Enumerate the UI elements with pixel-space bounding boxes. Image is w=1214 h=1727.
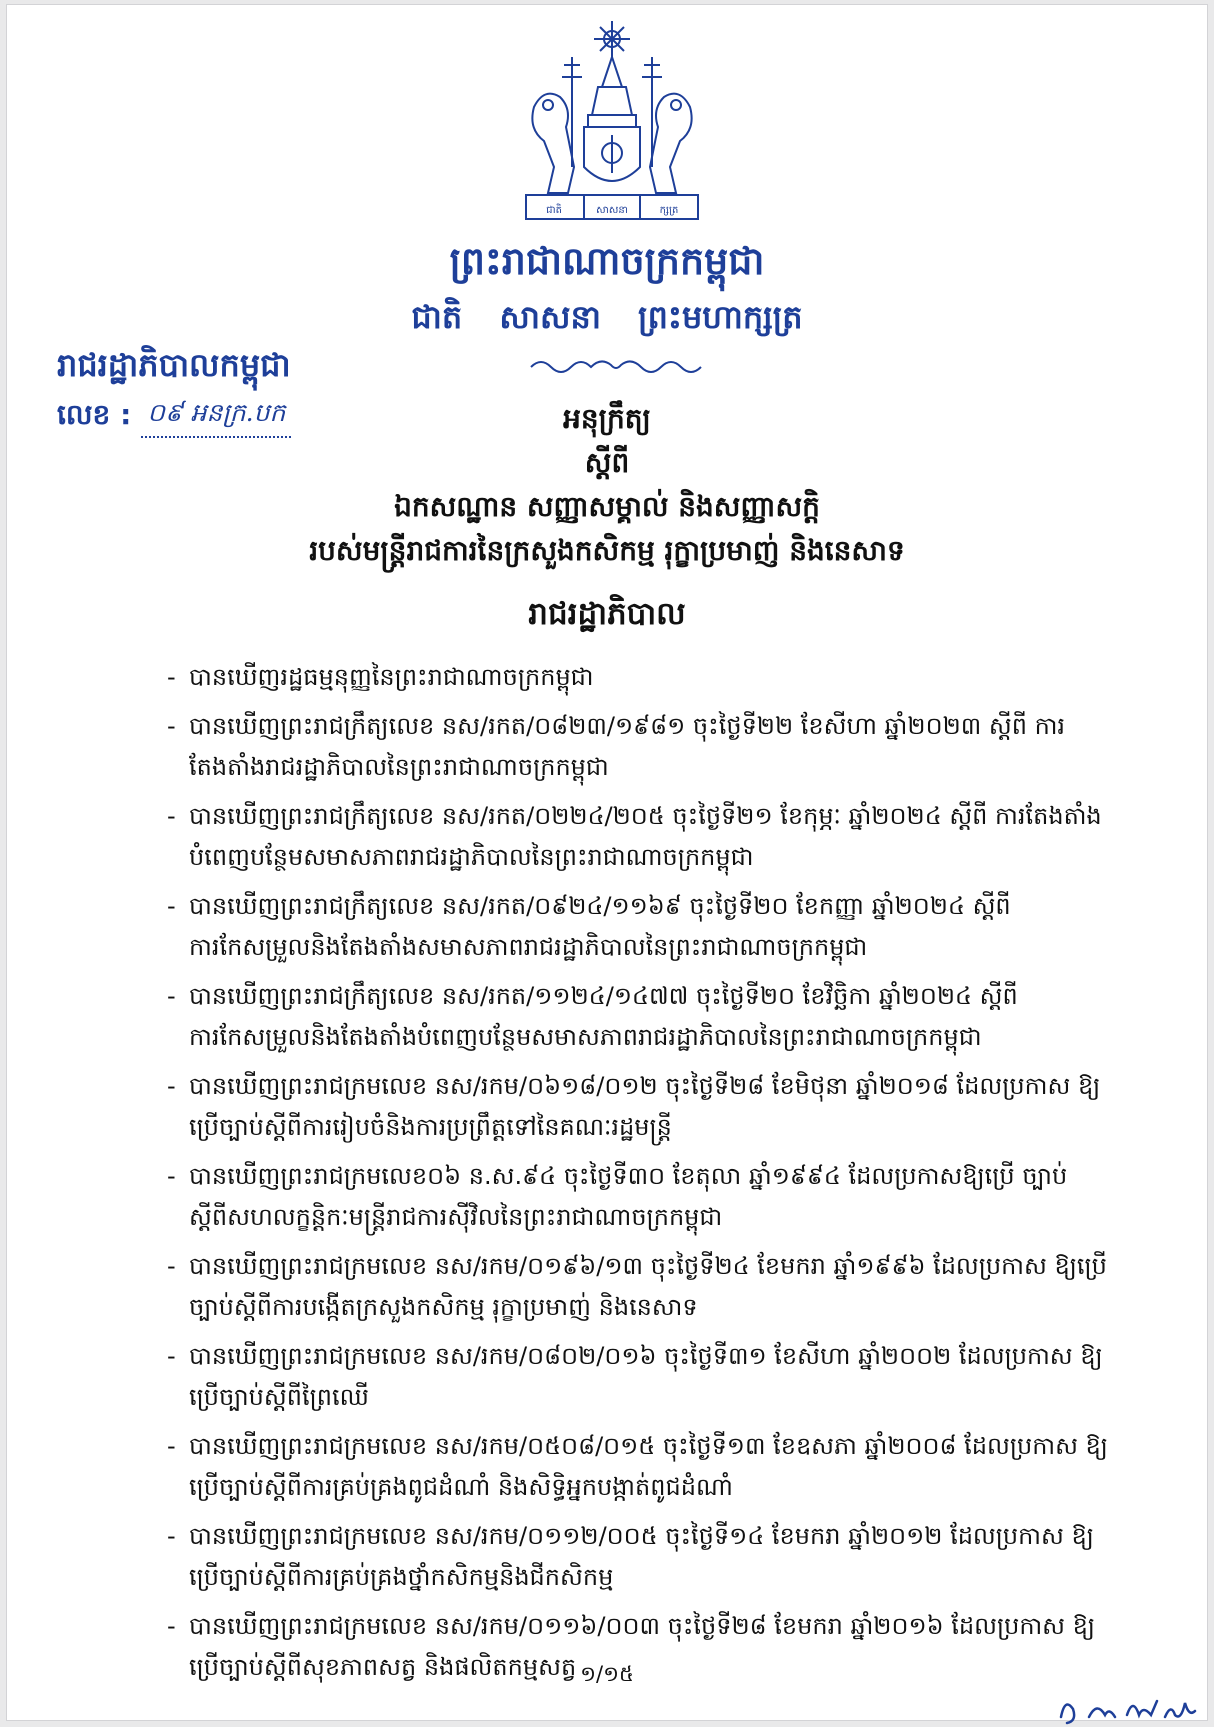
list-item: - បានឃើញព្រះរាជក្រឹត្យលេខ នស/រកត/១១២៤/១៤៧៧ ចុះថ្ងៃទី២០ ខែវិច្ឆិកា ឆ្នាំ២០២៤ ស្តីពី ការកែសម្រួលនិងតែងតាំងបំពេញបន្ថែមសមាសភាពរាជរដ្ឋាភិបាលនៃព្រះរាជាណាចក្រកម្ពុជា	[167, 976, 1117, 1058]
document-page	[6, 4, 1208, 1721]
page-number: ១/១៥	[580, 1662, 634, 1686]
list-item: - បានឃើញព្រះរាជក្រមលេខ០៦ ន.ស.៩៤ ចុះថ្ងៃទី៣០ ខែតុលា ឆ្នាំ១៩៩៤ ដែលប្រកាសឱ្យប្រើ ច្បាប់ស្តីពីសហលក្ខន្តិកៈមន្ត្រីរាជការស៊ីវិលនៃព្រះរាជាណាចក្រកម្ពុជា	[167, 1156, 1117, 1238]
royal-coat-of-arms-icon	[514, 17, 710, 232]
list-item: - បានឃើញព្រះរាជក្រមលេខ នស/រកម/០៥០៨/០១៥ ចុះថ្ងៃទី១៣ ខែឧសភា ឆ្នាំ២០០៨ ដែលប្រកាស ឱ្យប្រើច្បាប់ស្តីពីការគ្រប់គ្រងពូជដំណាំ និងសិទ្ធិអ្នកបង្កាត់ពូជដំណាំ	[167, 1426, 1117, 1508]
subject-line-1: ឯកសណ្ឋាន សញ្ញាសម្គាល់ និងសញ្ញាសក្តិ	[394, 490, 820, 523]
list-item: - បានឃើញព្រះរាជក្រឹត្យលេខ នស/រកត/០៨២៣/១៩៨១ ចុះថ្ងៃទី២២ ខែសីហា ឆ្នាំ២០២៣ ស្តីពី ការតែងតាំងរាជរដ្ឋាភិបាលនៃព្រះរាជាណាចក្រកម្ពុជា	[167, 706, 1117, 788]
subject-line-2: របស់មន្ត្រីរាជការនៃក្រសួងកសិកម្ម រុក្ខាប្រមាញ់ និងនេសាទ	[309, 534, 905, 567]
document-type: អនុក្រឹត្យ	[563, 402, 651, 435]
ornament-divider-icon	[527, 355, 705, 375]
emblem-plaque-right: ក្សត្រ	[659, 205, 679, 216]
handwritten-initials-icon	[1053, 1687, 1201, 1727]
emblem-plaque-center: សាសនា	[596, 205, 628, 216]
list-item: - បានឃើញព្រះរាជក្រមលេខ នស/រកម/០៨០២/០១៦ ចុះថ្ងៃទី៣១ ខែសីហា ឆ្នាំ២០០២ ដែលប្រកាស ឱ្យប្រើច្បាប់ស្តីពីព្រៃឈើ	[167, 1336, 1117, 1418]
kingdom-heading: ព្រះរាជាណាចក្រកម្ពុជា	[449, 239, 765, 283]
national-motto: ជាតិ សាសនា ព្រះមហាក្សត្រ	[411, 298, 803, 336]
list-item: - បានឃើញព្រះរាជក្រមលេខ នស/រកម/០៦១៨/០១២ ចុះថ្ងៃទី២៨ ខែមិថុនា ឆ្នាំ២០១៨ ដែលប្រកាស ឱ្យប្រើច្បាប់ស្តីពីការរៀបចំនិងការប្រព្រឹត្តទៅនៃគណៈរដ្ឋមន្ត្រី	[167, 1066, 1117, 1148]
list-item: - បានឃើញព្រះរាជក្រមលេខ នស/រកម/០១១២/០០៥ ចុះថ្ងៃទី១៤ ខែមករា ឆ្នាំ២០១២ ដែលប្រកាស ឱ្យប្រើច្បាប់ស្តីពីការគ្រប់គ្រងថ្នាំកសិកម្មនិងជីកសិកម្ម	[167, 1516, 1117, 1598]
references-list	[167, 657, 1117, 1696]
list-item: - បានឃើញរដ្ឋធម្មនុញ្ញនៃព្រះរាជាណាចក្រកម្ពុជា	[167, 657, 1117, 698]
emblem-plaque-left: ជាតិ	[546, 205, 562, 216]
reference-value: ០៩ អនក្រ.បក	[141, 398, 291, 438]
reference-label: លេខ :	[57, 398, 132, 431]
government-name: រាជរដ្ឋាភិបាលកម្ពុជា	[57, 346, 291, 384]
issuer-heading: រាជរដ្ឋាភិបាល	[528, 596, 686, 632]
list-item: - បានឃើញព្រះរាជក្រមលេខ នស/រកម/០១៩៦/១៣ ចុះថ្ងៃទី២៤ ខែមករា ឆ្នាំ១៩៩៦ ដែលប្រកាស ឱ្យប្រើច្បាប់ស្តីពីការបង្កើតក្រសួងកសិកម្ម រុក្ខាប្រមាញ់ និងនេសាទ	[167, 1246, 1117, 1328]
list-item: - បានឃើញព្រះរាជក្រឹត្យលេខ នស/រកត/០២២៤/២០៥ ចុះថ្ងៃទី២១ ខែកុម្ភៈ ឆ្នាំ២០២៤ ស្តីពី ការតែងតាំងបំពេញបន្ថែមសមាសភាពរាជរដ្ឋាភិបាលនៃព្រះរាជាណាចក្រកម្ពុជា	[167, 796, 1117, 878]
list-item: - បានឃើញព្រះរាជក្រមលេខ នស/រកម/០១១៦/០០៣ ចុះថ្ងៃទី២៨ ខែមករា ឆ្នាំ២០១៦ ដែលប្រកាស ឱ្យប្រើច្បាប់ស្តីពីសុខភាពសត្វ និងផលិតកម្មសត្វ	[167, 1606, 1117, 1688]
list-item: - បានឃើញព្រះរាជក្រឹត្យលេខ នស/រកត/០៩២៤/១១៦៩ ចុះថ្ងៃទី២០ ខែកញ្ញា ឆ្នាំ២០២៤ ស្តីពី ការកែសម្រួលនិងតែងតាំងសមាសភាពរាជរដ្ឋាភិបាលនៃព្រះរាជាណាចក្រកម្ពុជា	[167, 886, 1117, 968]
title-about: ស្តីពី	[584, 446, 630, 479]
